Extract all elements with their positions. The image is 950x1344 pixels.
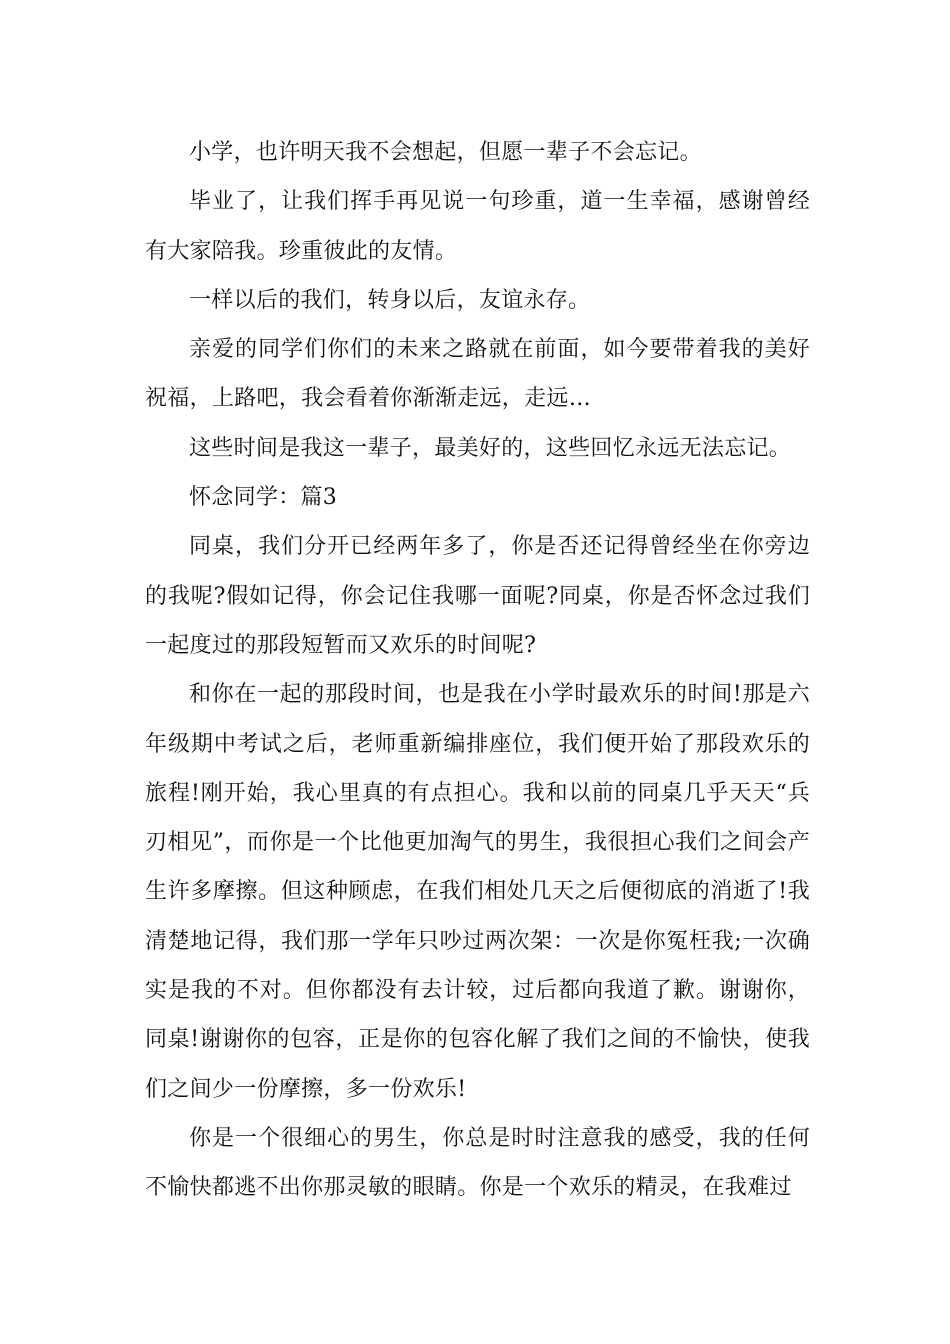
paragraph-2: 毕业了，让我们挥手再见说一句珍重，道一生幸福，感谢曾经有大家陪我。珍重彼此的友情。	[145, 189, 810, 264]
paragraph-4: 亲爱的同学们你们的未来之路就在前面，如今要带着我的美好祝福，上路吧，我会看着你渐渐走远，走远…	[145, 337, 810, 412]
paragraph-7: 和你在一起的那段时间，也是我在小学时最欢乐的时间!那是六年级期中考试之后，老师重新编排座位，我们便开始了那段欢乐的旅程!刚开始，我心里真的有点担心。我和以前的同桌几乎天天“兵刃相见”，而你是一个比他更加淘气的男生，我很担心我们之间会产生许多摩擦。但这种顾虑，在我们相处几天之后便彻底的消逝了!我清楚地记得，我们那一学年只吵过两次架：一次是你冤枉我;一次确实是我的不对。但你都没有去计较，过后都向我道了歉。谢谢你，同桌!谢谢你的包容，正是你的包容化解了我们之间的不愉快，使我们之间少一份摩擦，多一份欢乐!	[145, 682, 810, 1102]
paragraph-1: 小学，也许明天我不会想起，但愿一辈子不会忘记。	[189, 140, 702, 165]
paragraph-3: 一样以后的我们，转身以后，友谊永存。	[189, 287, 591, 313]
section-heading: 怀念同学：篇3	[189, 485, 338, 511]
paragraph-6: 同桌，我们分开已经两年多了，你是否还记得曾经坐在你旁边的我呢?假如记得，你会记住我哪一面呢?同桌，你是否怀念过我们一起度过的那段短暂而又欢乐的时间呢?	[145, 534, 810, 658]
paragraph-8: 你是一个很细心的男生，你总是时时注意我的感受，我的任何不愉快都逃不出你那灵敏的眼睛。你是一个欢乐的精灵，在我难过	[145, 1125, 810, 1201]
paragraph-5: 这些时间是我这一辈子，最美好的，这些回忆永远无法忘记。	[189, 435, 792, 461]
document-body	[145, 128, 810, 1213]
